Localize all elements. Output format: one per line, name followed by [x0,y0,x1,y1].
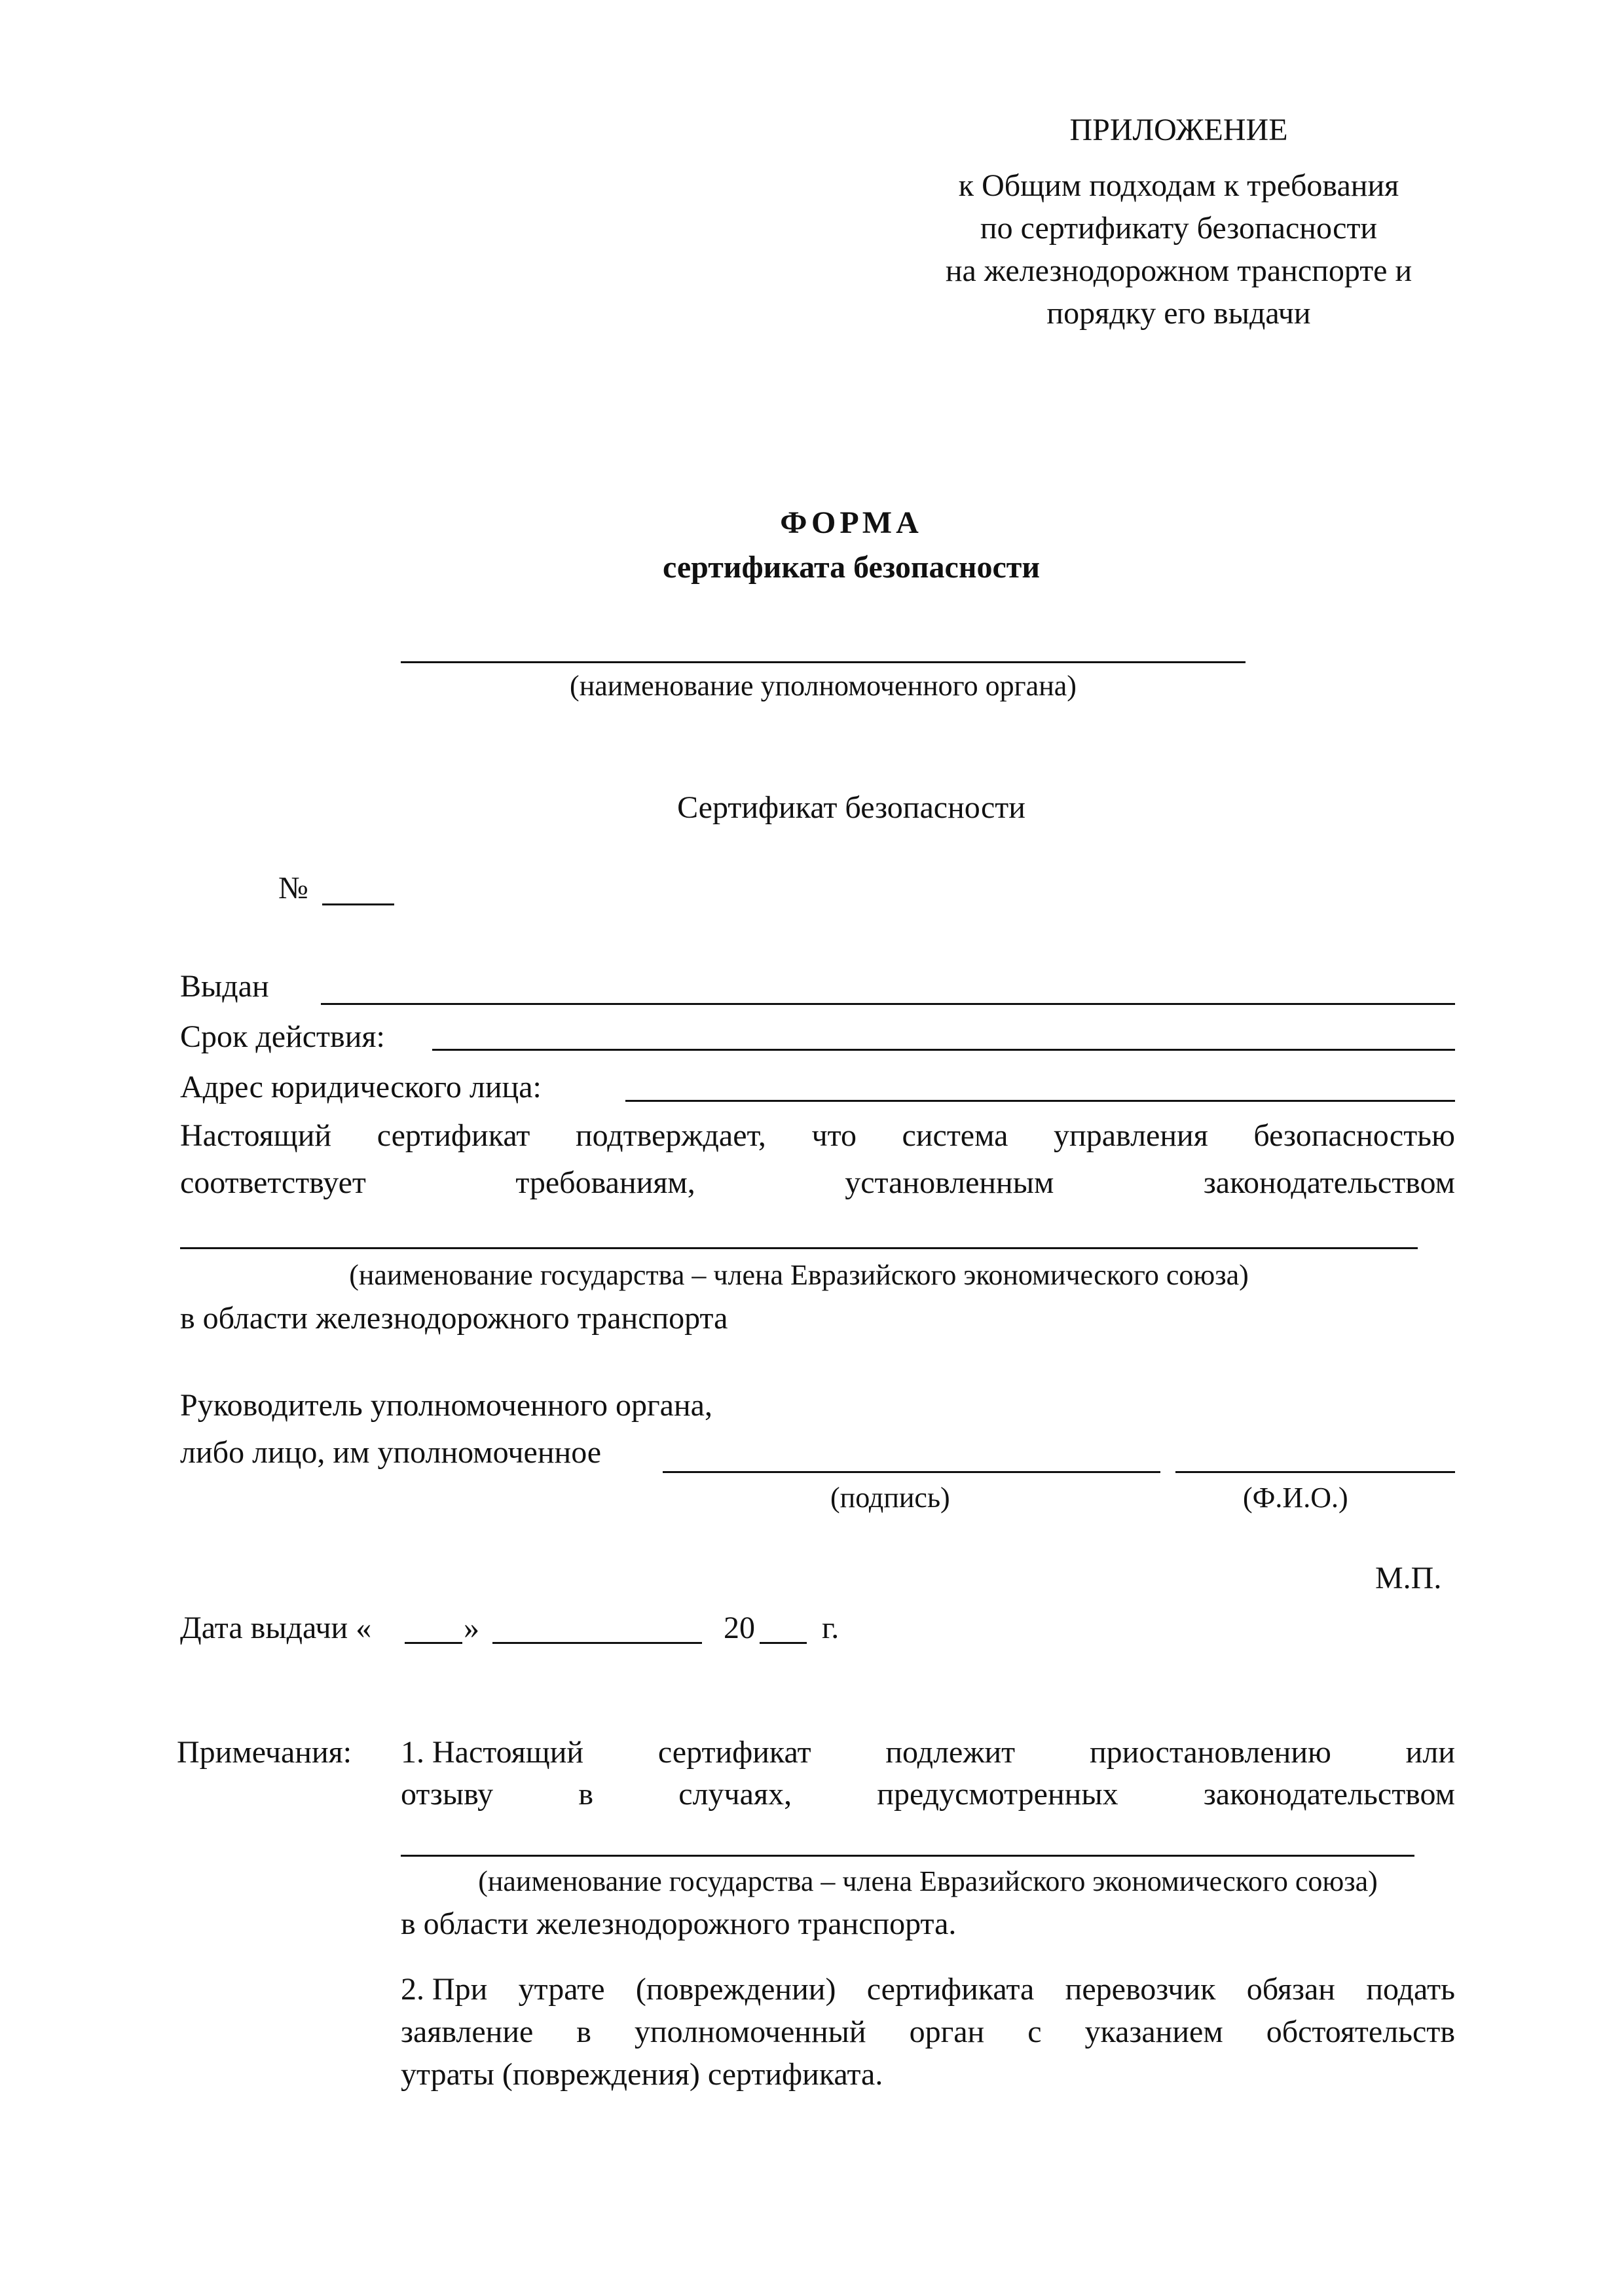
note-1-line-2 [401,1776,1455,1813]
appendix-title: ПРИЛОЖЕНИЕ [1069,113,1288,147]
statement-word: управления [1054,1118,1208,1153]
statement-word: безопасностью [1253,1118,1455,1153]
note-word: подлежит [885,1735,1016,1770]
note-word: предусмотренных [877,1777,1118,1812]
issued-to-line [321,1003,1455,1005]
issue-year-suffix: г. [822,1611,840,1645]
statement-word: сертификат [377,1118,530,1153]
note-2-line-1 [401,1971,1455,2009]
note-2-line-2 [401,2013,1455,2051]
full-name-caption: (Ф.И.О.) [1243,1482,1348,1514]
issue-year-line [760,1642,807,1644]
form-title: ФОРМА [780,505,923,540]
number-label: № [278,871,308,905]
signature-caption: (подпись) [830,1482,950,1514]
statement-word: подтверждает, [575,1118,766,1153]
notes-label: Примечания: [177,1735,352,1770]
issue-date-close-quote: » [464,1611,479,1645]
appendix-line-1: к Общим подходам к требования [958,168,1399,203]
validity-line [432,1049,1455,1051]
statement-word: что [811,1118,857,1153]
address-label: Адрес юридического лица: [180,1070,542,1104]
certificate-title: Сертификат безопасности [677,790,1025,825]
issued-to-label: Выдан [180,969,269,1004]
statement-word: Настоящий [180,1118,332,1153]
state-caption: (наименование государства – члена Евразийского экономического союза) [349,1259,1249,1291]
note-word: в [576,2014,591,2049]
note-word: в [578,1777,594,1812]
statement-word: установленным [845,1165,1054,1200]
signatory-line-1: Руководитель уполномоченного органа, [180,1388,712,1423]
note-word: случаях, [678,1777,792,1812]
note-2-line-3: утраты (повреждения) сертификата. [401,2057,883,2092]
note-word: или [1405,1735,1455,1770]
appendix-line-4: порядку его выдачи [1046,296,1311,331]
appendix-line-2: по сертификату безопасности [980,211,1378,246]
note-1-state-line [401,1855,1414,1857]
number-line [322,903,394,905]
seal-mark: М.П. [1375,1561,1442,1595]
note-word: сертификат [657,1735,811,1770]
signatory-line-2: либо лицо, им уполномоченное [180,1435,602,1470]
note-word: законодательством [1203,1777,1455,1812]
statement-tail: в области железнодорожного транспорта [180,1301,728,1336]
signature-line [663,1471,1160,1473]
note-word: отзыву [401,1777,494,1812]
note-word: орган [909,2014,985,2049]
note-word: перевозчик [1065,1972,1216,2007]
issue-year-prefix: 20 [724,1611,755,1645]
issue-month-line [492,1642,702,1644]
issue-day-line [405,1642,462,1644]
statement-line-1 [180,1117,1455,1155]
validity-label: Срок действия: [180,1019,385,1054]
statement-word: требованиям, [515,1165,695,1200]
appendix-line-3: на железнодорожном транспорте и [945,253,1412,288]
note-word: обязан [1246,1972,1335,2007]
authority-name-line [401,661,1246,663]
note-word: утрате [518,1972,605,2007]
note-word: обстоятельств [1266,2014,1455,2049]
issue-date-label: Дата выдачи « [180,1611,372,1645]
note-1-line-1 [401,1734,1455,1772]
note-word: указанием [1084,2014,1223,2049]
note-word: подать [1366,1972,1455,2007]
note-word: заявление [401,2014,534,2049]
statement-line-2 [180,1164,1455,1202]
state-name-line [180,1247,1418,1249]
authority-caption: (наименование уполномоченного органа) [570,670,1077,702]
note-word: с [1027,2014,1042,2049]
statement-word: законодательством [1203,1165,1455,1200]
note-word: уполномоченный [634,2014,866,2049]
note-word: 1. Настоящий [401,1735,584,1770]
statement-word: соответствует [180,1165,366,1200]
note-1-tail: в области железнодорожного транспорта. [401,1906,957,1941]
note-word: приостановлению [1089,1735,1331,1770]
address-line [625,1100,1455,1102]
statement-word: система [902,1118,1008,1153]
note-word: (повреждении) [635,1972,836,2007]
form-subtitle: сертификата безопасности [662,550,1041,585]
note-word: 2. При [401,1972,488,2007]
note-1-state-caption: (наименование государства – члена Евразийского экономического союза) [478,1865,1378,1897]
note-word: сертификата [866,1972,1035,2007]
full-name-line [1175,1471,1455,1473]
